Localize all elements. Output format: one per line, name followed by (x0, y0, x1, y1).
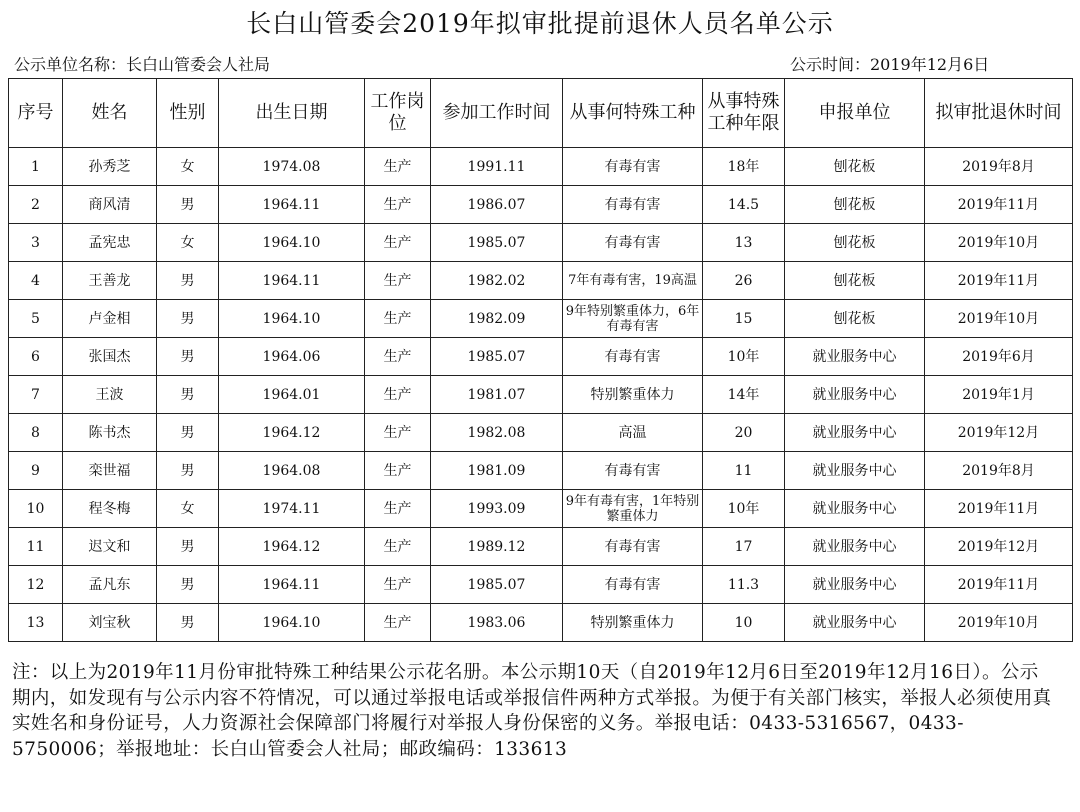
cell-birth-date: 1964.08 (219, 452, 365, 490)
cell-index: 12 (9, 566, 63, 604)
table-row (9, 414, 1073, 452)
cell-special-type: 特别繁重体力 (563, 604, 703, 642)
cell-special-years: 26 (703, 262, 785, 300)
cell-job-post: 生产 (365, 452, 431, 490)
cell-special-years: 18年 (703, 148, 785, 186)
cell-index: 2 (9, 186, 63, 224)
cell-birth-date: 1964.10 (219, 604, 365, 642)
cell-special-years: 10 (703, 604, 785, 642)
cell-special-type: 有毒有害 (563, 566, 703, 604)
table-row (9, 262, 1073, 300)
cell-gender: 男 (157, 566, 219, 604)
cell-retire-time: 2019年8月 (925, 452, 1073, 490)
cell-work-start: 1985.07 (431, 566, 563, 604)
cell-birth-date: 1974.11 (219, 490, 365, 528)
cell-birth-date: 1964.11 (219, 186, 365, 224)
cell-retire-time: 2019年11月 (925, 566, 1073, 604)
cell-birth-date: 1964.06 (219, 338, 365, 376)
cell-applying-unit: 就业服务中心 (785, 490, 925, 528)
cell-work-start: 1981.07 (431, 376, 563, 414)
cell-birth-date: 1964.10 (219, 224, 365, 262)
cell-gender: 男 (157, 376, 219, 414)
cell-job-post: 生产 (365, 490, 431, 528)
table-row (9, 186, 1073, 224)
cell-gender: 女 (157, 224, 219, 262)
retirement-roster-table (8, 78, 1073, 642)
cell-index: 4 (9, 262, 63, 300)
cell-job-post: 生产 (365, 262, 431, 300)
cell-name: 栾世福 (63, 452, 157, 490)
header-special-type: 从事何特殊工种 (563, 79, 703, 148)
cell-applying-unit: 就业服务中心 (785, 414, 925, 452)
cell-special-years: 17 (703, 528, 785, 566)
cell-job-post: 生产 (365, 300, 431, 338)
cell-work-start: 1982.02 (431, 262, 563, 300)
cell-birth-date: 1964.01 (219, 376, 365, 414)
cell-retire-time: 2019年11月 (925, 186, 1073, 224)
cell-job-post: 生产 (365, 604, 431, 642)
table-row (9, 376, 1073, 414)
cell-job-post: 生产 (365, 414, 431, 452)
table-row (9, 148, 1073, 186)
cell-retire-time: 2019年6月 (925, 338, 1073, 376)
cell-name: 孙秀芝 (63, 148, 157, 186)
cell-name: 张国杰 (63, 338, 157, 376)
cell-birth-date: 1964.10 (219, 300, 365, 338)
cell-name: 王波 (63, 376, 157, 414)
cell-special-type: 有毒有害 (563, 224, 703, 262)
table-row (9, 604, 1073, 642)
cell-retire-time: 2019年10月 (925, 224, 1073, 262)
cell-applying-unit: 就业服务中心 (785, 452, 925, 490)
cell-job-post: 生产 (365, 376, 431, 414)
header-gender: 性别 (157, 79, 219, 148)
cell-name: 程冬梅 (63, 490, 157, 528)
cell-work-start: 1982.08 (431, 414, 563, 452)
cell-applying-unit: 就业服务中心 (785, 566, 925, 604)
cell-name: 孟宪忠 (63, 224, 157, 262)
table-row (9, 528, 1073, 566)
cell-gender: 男 (157, 604, 219, 642)
cell-work-start: 1993.09 (431, 490, 563, 528)
cell-gender: 女 (157, 490, 219, 528)
cell-name: 商风清 (63, 186, 157, 224)
cell-gender: 男 (157, 186, 219, 224)
cell-retire-time: 2019年11月 (925, 262, 1073, 300)
table-row (9, 566, 1073, 604)
table-header-row (9, 79, 1073, 148)
cell-applying-unit: 就业服务中心 (785, 604, 925, 642)
cell-index: 3 (9, 224, 63, 262)
cell-work-start: 1989.12 (431, 528, 563, 566)
cell-retire-time: 2019年12月 (925, 528, 1073, 566)
cell-retire-time: 2019年10月 (925, 300, 1073, 338)
header-name: 姓名 (63, 79, 157, 148)
cell-special-years: 14年 (703, 376, 785, 414)
header-job-post: 工作岗位 (365, 79, 431, 148)
table-row (9, 490, 1073, 528)
cell-name: 刘宝秋 (63, 604, 157, 642)
cell-special-years: 10年 (703, 490, 785, 528)
cell-work-start: 1986.07 (431, 186, 563, 224)
cell-job-post: 生产 (365, 566, 431, 604)
cell-special-type: 高温 (563, 414, 703, 452)
page-title: 长白山管委会2019年拟审批提前退休人员名单公示 (246, 9, 834, 38)
cell-birth-date: 1964.12 (219, 414, 365, 452)
cell-birth-date: 1964.11 (219, 262, 365, 300)
cell-index: 6 (9, 338, 63, 376)
cell-name: 孟凡东 (63, 566, 157, 604)
cell-special-years: 11 (703, 452, 785, 490)
cell-index: 1 (9, 148, 63, 186)
cell-index: 11 (9, 528, 63, 566)
cell-special-years: 14.5 (703, 186, 785, 224)
header-work-start: 参加工作时间 (431, 79, 563, 148)
cell-special-type: 特别繁重体力 (563, 376, 703, 414)
cell-applying-unit: 刨花板 (785, 262, 925, 300)
cell-retire-time: 2019年10月 (925, 604, 1073, 642)
cell-applying-unit: 刨花板 (785, 224, 925, 262)
cell-special-years: 11.3 (703, 566, 785, 604)
cell-applying-unit: 刨花板 (785, 300, 925, 338)
cell-retire-time: 2019年11月 (925, 490, 1073, 528)
cell-applying-unit: 刨花板 (785, 148, 925, 186)
table-row (9, 452, 1073, 490)
cell-gender: 男 (157, 414, 219, 452)
cell-birth-date: 1964.12 (219, 528, 365, 566)
cell-gender: 男 (157, 452, 219, 490)
cell-special-type: 7年有毒有害，19高温 (563, 262, 703, 300)
cell-work-start: 1982.09 (431, 300, 563, 338)
cell-name: 陈书杰 (63, 414, 157, 452)
cell-applying-unit: 就业服务中心 (785, 338, 925, 376)
cell-gender: 男 (157, 528, 219, 566)
cell-job-post: 生产 (365, 148, 431, 186)
cell-index: 10 (9, 490, 63, 528)
cell-job-post: 生产 (365, 338, 431, 376)
cell-work-start: 1983.06 (431, 604, 563, 642)
cell-special-type: 9年有毒有害，1年特别繁重体力 (563, 490, 703, 528)
cell-job-post: 生产 (365, 224, 431, 262)
table-row (9, 224, 1073, 262)
notice-text: 注：以上为2019年11月份审批特殊工种结果公示花名册。本公示期10天（自2019年12月6日至2019年12月16日）。公示期内，如发现有与公示内容不符情况，可以通过举报电话或举报信件两种方式举报。为便于有关部门核实，举报人必须使用真实姓名和身份证号，人力资源社会保障部门将履行对举报人身份保密的义务。举报电话：0433-5316567，0433-5750006；举报地址：长白山管委会人社局；邮政编码：133613 (12, 662, 1052, 760)
cell-special-years: 15 (703, 300, 785, 338)
header-special-years: 从事特殊工种年限 (703, 79, 785, 148)
cell-work-start: 1985.07 (431, 224, 563, 262)
cell-birth-date: 1964.11 (219, 566, 365, 604)
cell-special-years: 13 (703, 224, 785, 262)
cell-index: 5 (9, 300, 63, 338)
cell-index: 8 (9, 414, 63, 452)
table-row (9, 338, 1073, 376)
cell-name: 王善龙 (63, 262, 157, 300)
publishing-unit: 公示单位名称：长白山管委会人社局 (14, 55, 271, 74)
cell-special-type: 有毒有害 (563, 186, 703, 224)
cell-index: 7 (9, 376, 63, 414)
cell-gender: 男 (157, 338, 219, 376)
cell-work-start: 1985.07 (431, 338, 563, 376)
cell-special-type: 9年特别繁重体力，6年有毒有害 (563, 300, 703, 338)
cell-index: 13 (9, 604, 63, 642)
cell-applying-unit: 就业服务中心 (785, 528, 925, 566)
cell-gender: 男 (157, 262, 219, 300)
cell-birth-date: 1974.08 (219, 148, 365, 186)
table-row (9, 300, 1073, 338)
cell-applying-unit: 刨花板 (785, 186, 925, 224)
cell-special-type: 有毒有害 (563, 528, 703, 566)
cell-gender: 男 (157, 300, 219, 338)
cell-name: 卢金相 (63, 300, 157, 338)
publish-date: 公示时间：2019年12月6日 (790, 55, 990, 74)
header-retire-time: 拟审批退休时间 (925, 79, 1073, 148)
header-index: 序号 (9, 79, 63, 148)
cell-special-years: 10年 (703, 338, 785, 376)
cell-special-type: 有毒有害 (563, 148, 703, 186)
cell-index: 9 (9, 452, 63, 490)
cell-special-type: 有毒有害 (563, 338, 703, 376)
cell-retire-time: 2019年12月 (925, 414, 1073, 452)
cell-retire-time: 2019年1月 (925, 376, 1073, 414)
cell-name: 迟文和 (63, 528, 157, 566)
cell-applying-unit: 就业服务中心 (785, 376, 925, 414)
cell-job-post: 生产 (365, 186, 431, 224)
cell-job-post: 生产 (365, 528, 431, 566)
cell-retire-time: 2019年8月 (925, 148, 1073, 186)
cell-special-type: 有毒有害 (563, 452, 703, 490)
header-birth-date: 出生日期 (219, 79, 365, 148)
cell-special-years: 20 (703, 414, 785, 452)
cell-work-start: 1981.09 (431, 452, 563, 490)
cell-gender: 女 (157, 148, 219, 186)
cell-work-start: 1991.11 (431, 148, 563, 186)
header-applying-unit: 申报单位 (785, 79, 925, 148)
